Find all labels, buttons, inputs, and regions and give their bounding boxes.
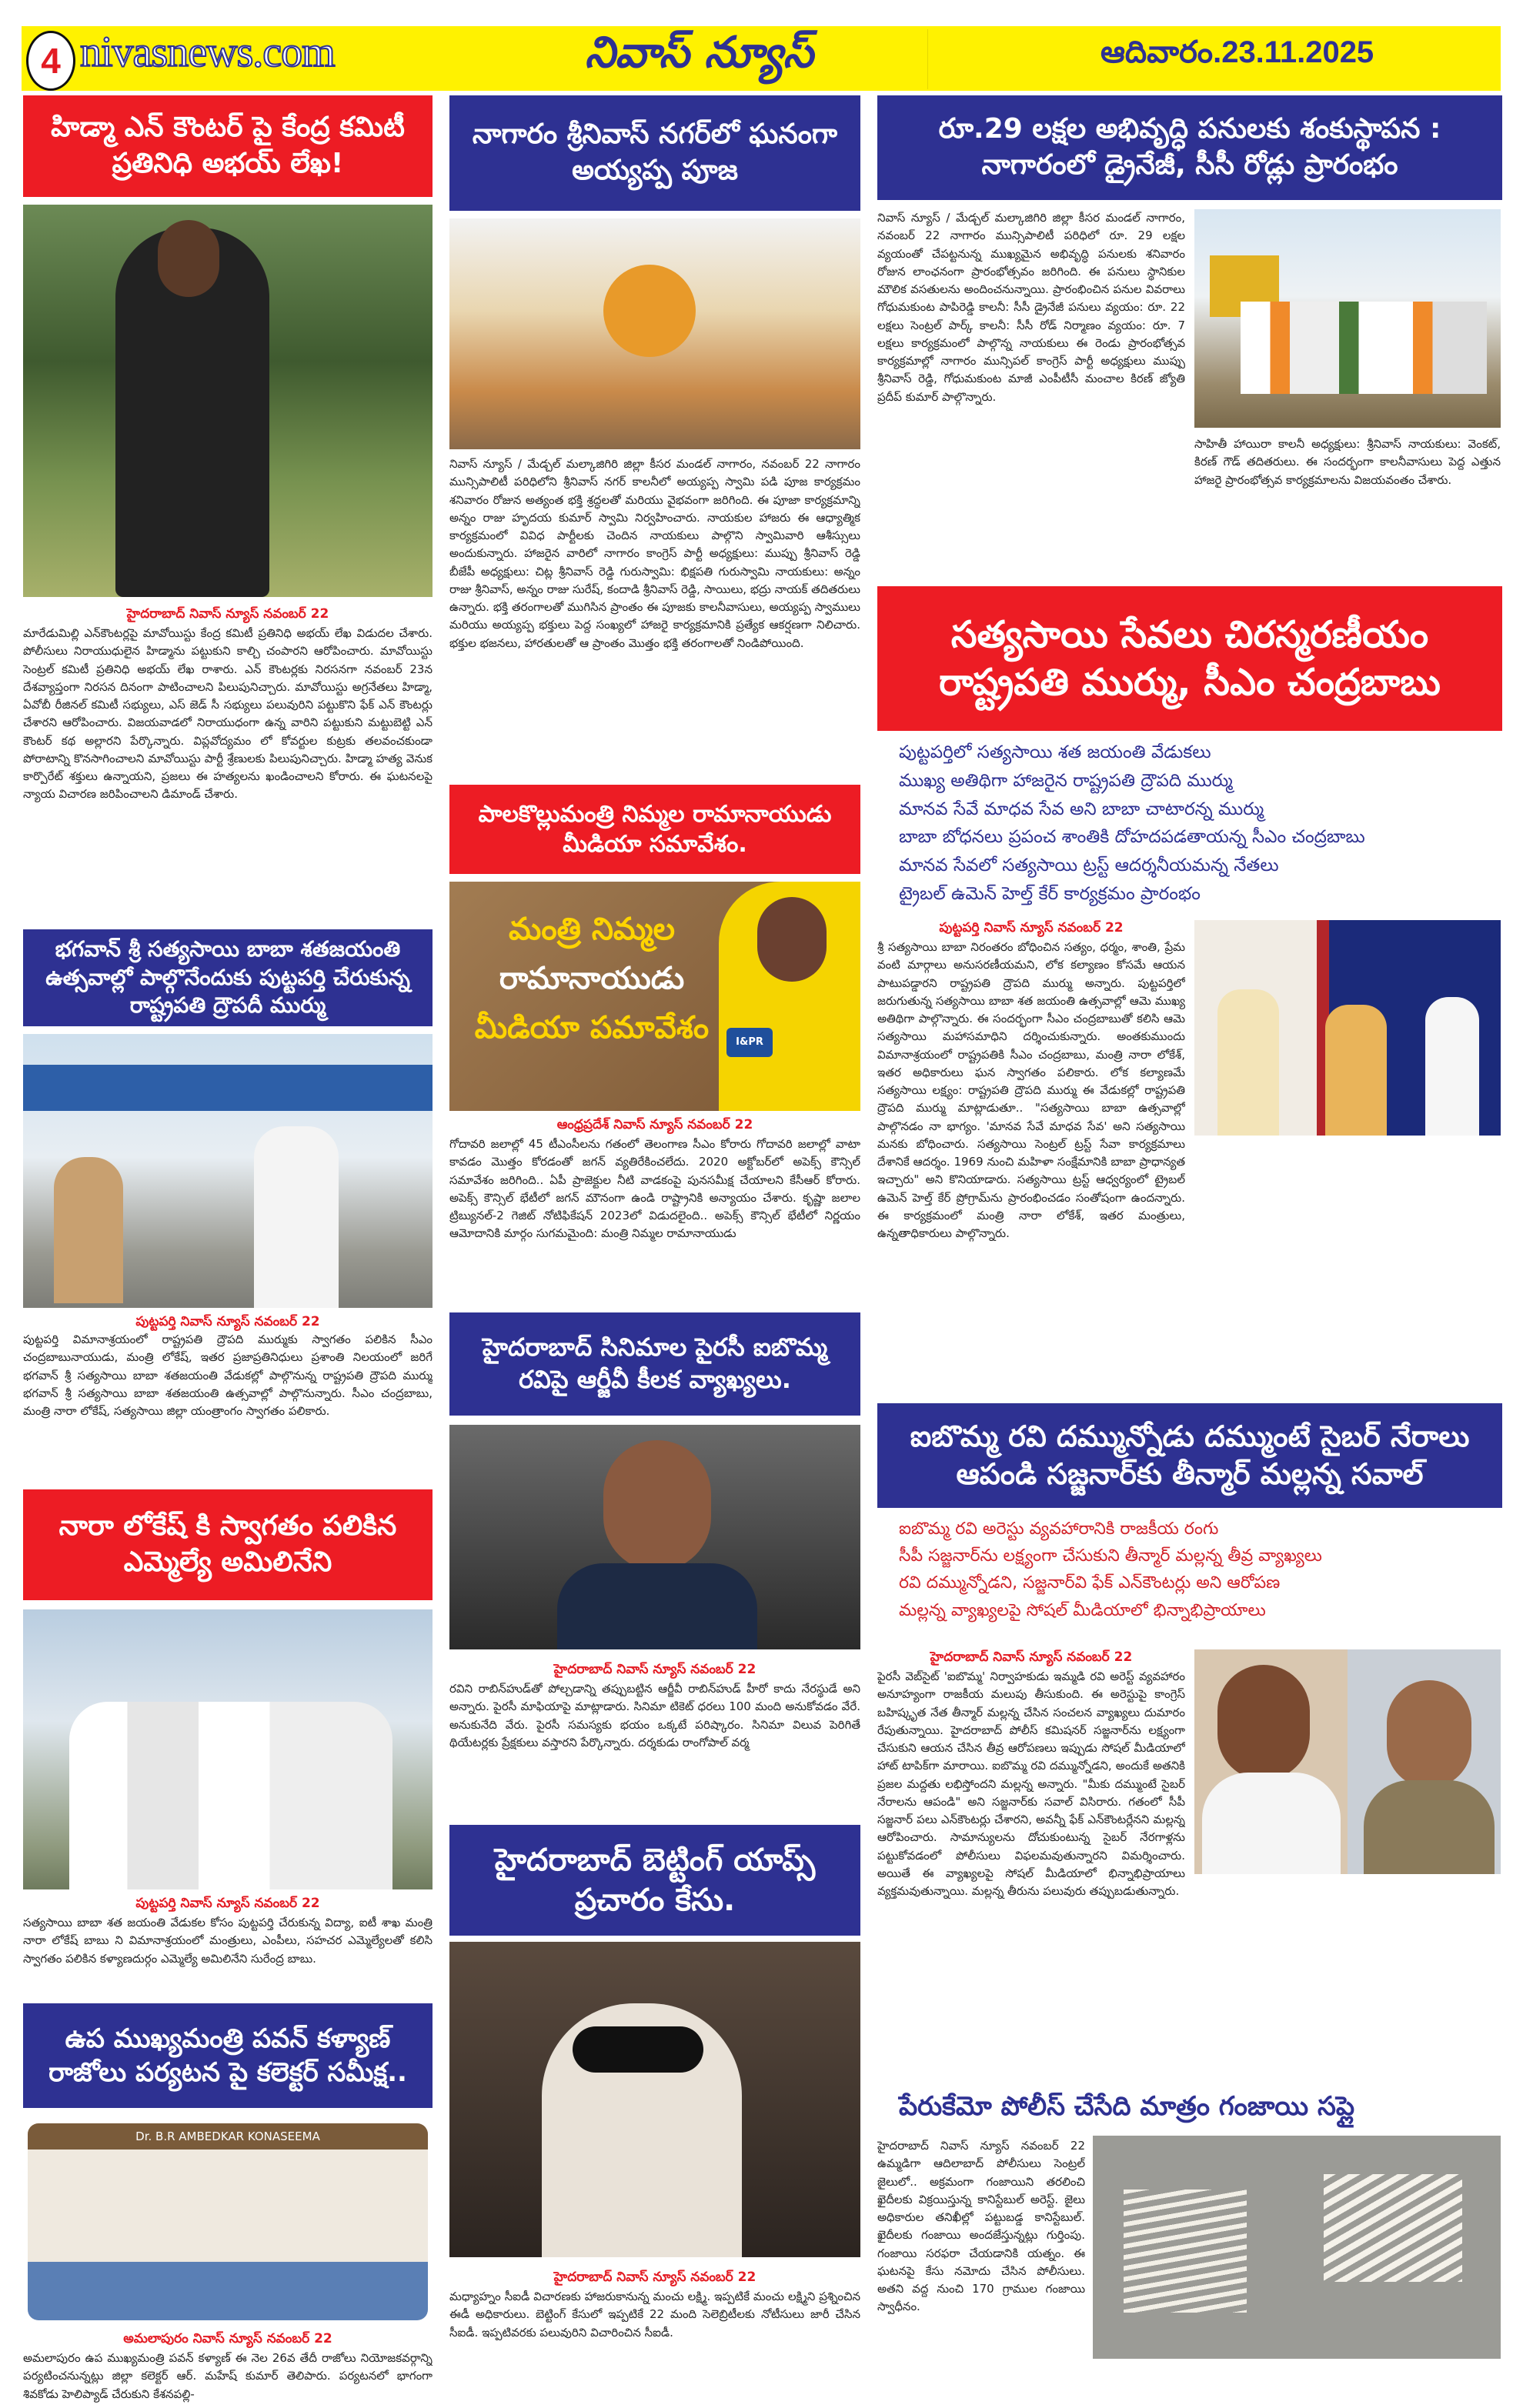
subheads-teenmar xyxy=(899,1516,1499,1624)
photo-president-arrival xyxy=(23,1034,433,1308)
photo-caption: సాహితీ హాయిరా కాలనీ అధ్యక్షులు: శ్రీనివాస్ నాయకులు: వెంకట్, కిరణ్ గౌడ్ తదితరులు. ఈ సందర్భంగా కాలనీవాసులు పెద్ద ఎత్తున హాజరై ప్రారంభోత్సవ కార్యక్రమాలను విజయవంతం చేశారు. xyxy=(1194,437,1501,487)
dateline: హైదరాబాద్ నివాస్ న్యూస్ నవంబర్ 22 xyxy=(553,1662,756,1677)
photo-nimmala xyxy=(449,882,860,1111)
page-number: 4 xyxy=(26,31,75,91)
photo-rgv xyxy=(449,1425,860,1649)
article-body: అమలాపురం ఉప ముఖ్యమంత్రి పవన్ కళ్యాణ్ ఈ నెల 26వ తేదీ రాజోలు నియోజకవర్గాన్ని పర్యటించనున్నట్లు జిల్లా కలెక్టర్ ఆర్. మహేష్ కుమార్ తెలిపారు. పర్యటనలో భాగంగా శివకోడు హెలిప్యాడ్ చేరుకుని కేశనపల్లి- xyxy=(23,2351,433,2401)
image-title-text: మంత్రి నిమ్మల రామానాయుడు మీడియా పమావేశం xyxy=(474,912,710,1046)
subhead: పుట్టపర్తిలో సత్యసాయి శత జయంతి వేడుకలు xyxy=(899,742,1211,762)
headline-rgv: హైదరాబాద్ సినిమాల పైరసీ ఐబొమ్మ రవిపై ఆర్జీవీ కీలక వ్యాఖ్యలు. xyxy=(449,1312,860,1416)
brand-logo: నివాస్ న్యూస్ xyxy=(585,28,813,78)
photo-sathyasai xyxy=(1194,920,1501,1136)
photo-pawan-review xyxy=(28,2123,428,2320)
photo-betting xyxy=(449,1942,860,2257)
photo-ganja-seized xyxy=(1093,2136,1501,2359)
headline-hidma: హిడ్మా ఎన్ కౌంటర్ పై కేంద్ర కమిటీ ప్రతినిధి అభయ్ లేఖ! xyxy=(23,95,433,197)
subheads-sathyasai xyxy=(899,739,1499,909)
dateline: పుట్టపర్తి నివాస్ న్యూస్ నవంబర్ 22 xyxy=(135,1314,320,1329)
photo-hidma xyxy=(23,205,433,597)
article-body: సత్యసాయి బాబా శత జయంతి వేడుకల కోసం పుట్టపర్తి చేరుకున్న విద్యా, ఐటీ శాఖ మంత్రి నారా లోకేష్ బాబు ని విమానాశ్రయంలో మంత్రులు, ఎంపీలు, సహచర ఎమ్మెల్యేలతో కలిసి స్వాగతం పలికిన కళ్యాణదుర్గం ఎమ్మెల్యే అమిలినేని సురేంద్ర బాబు. xyxy=(23,1916,433,1966)
article-body: నివాస్ న్యూస్ / మేడ్చల్ మల్కాజిగిరి జిల్లా కీసర మండల్ నాగారం, నవంబర్ 22 నాగారం మున్సిపాలిటీ పరిధిలో రూ. 29 లక్షల వ్యయంతో చేపట్టనున్న ముఖ్యమైన అభివృద్ధి పనులకు శనివారం రోజున లాంఛనంగా ప్రారంభోత్సవం జరిగింది. ఈ పనులు స్థానికుల మౌలిక వసతులను అందించనున్నాయి. ప్రారంభించిన పనుల వివరాలు గోధుమకుంట పాపిరెడ్డి కాలనీ: సీసీ డ్రైనేజీ పనులు వ్యయం: రూ. 22 లక్షలు సెంట్రల్ పార్క్ కాలనీ: సీసీ రోడ్ నిర్మాణం వ్యయం: రూ. 7 లక్షలు కార్యక్రమంలో పాల్గొన్న నాయకులు ఈ రెండు ప్రారంభోత్సవ కార్యక్రమాల్లో నాగారం మున్సిపల్ కాంగ్రెస్ పార్టీ అధ్యక్షులు ముప్పు శ్రీనివాస్ రెడ్డి, గోధుమకుంట మాజీ ఎంపీటీసీ మంచాల కిరణ్ జ్యోతి ప్రదీప్ కుమార్ పాల్గొన్నారు. xyxy=(877,211,1185,404)
dateline: పుట్టపర్తి నివాస్ న్యూస్ నవంబర్ 22 xyxy=(135,1896,320,1911)
banner-text: Dr. B.R AMBEDKAR KONASEEMA xyxy=(28,2123,428,2150)
article-body: గోదావరి జలాల్లో 45 టీఎంసీలను గతంలో తెలంగాణ సీఎం కోరారు గోదావరి జలాల్లో వాటా కావడం మొత్తం కోరడంతో జగన్ వ్యతిరేకించలేదు. 2020 అక్టోబర్‌లో అపెక్స్ కౌన్సిల్ సమావేశం జరిగింది.. ఏపీ ప్రాజెక్టుల నీటి వాడకంపై పునసమీక్ష చేయాలని కేసీఆర్ కోరారు. అపెక్స్ కౌన్సిల్ భేటీలో జగన్ మౌనంగా ఉండి రాష్ట్రానికి అన్యాయం చేశారు. కృష్ణా జలాల ట్రిబ్యునల్-2 గెజిట్ నోటిఫికేషన్ 2023లో విడుదలైంది.. అపెక్స్ కౌన్సిల్ భేటీలో నిర్ణయం ఆమోదానికి మార్గం సుగమమైంది: మంత్రి నిమ్మల రామానాయుడు xyxy=(449,1137,860,1241)
article-body: పుట్టపర్తి విమానాశ్రయంలో రాష్ట్రపతి ద్రౌపది ముర్ముకు స్వాగతం పలికిన సీఎం చంద్రబాబునాయుడు, మంత్రి లోకేష్, ఇతర ప్రజాప్రతినిధులు ప్రశాంతి నిలయంలో జరిగే భగవాన్ శ్రీ సత్యసాయి బాబా శతజయంతి వేడుకల్లో పాల్గొనున్న రాష్ట్రపతి ద్రౌపది ముర్ము భగవాన్ శ్రీ సత్యసాయి బాబా శతజయంతి ఉత్సవాల్లో పాల్గొనున్నారు. సీఎం చంద్రబాబు, మంత్రి నారా లోకేష్, సత్యసాయి జిల్లా యంత్రాంగం స్వాగతం పలికారు. xyxy=(23,1332,433,1418)
subhead: బాబా బోధనలు ప్రపంచ శాంతికి దోహదపడతాయన్న సీఎం చంద్రబాబు xyxy=(899,827,1365,848)
photo-lokesh xyxy=(23,1609,433,1889)
subhead: ఐబొమ్మ రవి అరెస్టు వ్యవహారానికి రాజకీయ రంగు xyxy=(899,1519,1219,1539)
dateline: ఆంధ్రప్రదేశ్ నివాస్ న్యూస్ నవంబర్ 22 xyxy=(556,1117,753,1132)
dateline: హైదరాబాద్ నివాస్ న్యూస్ నవంబర్ 22 xyxy=(930,1649,1133,1665)
dateline: హైదరాబాద్ నివాస్ న్యూస్ నవంబర్ 22 xyxy=(126,606,329,622)
subhead: మానవ సేవే మాధవ సేవ అని బాబా చాటారన్న ముర్ము xyxy=(899,799,1264,819)
headline-nimmala: పాలకొల్లుమంత్రి నిమ్మల రామానాయుడు మీడియా సమావేశం. xyxy=(449,785,860,874)
subhead: మల్లన్న వ్యాఖ్యలపై సోషల్ మీడియాలో భిన్నాభిప్రాయాలు xyxy=(899,1600,1266,1620)
subhead: సీపీ సజ్జనార్‌ను లక్ష్యంగా చేసుకుని తీన్మార్ మల్లన్న తీవ్ర వ్యాఖ్యలు xyxy=(899,1546,1322,1566)
headline-lokesh: నారా లోకేష్ కి స్వాగతం పలికిన ఎమ్మెల్యే అమిలినేని xyxy=(23,1489,433,1600)
photo-ayyappa-puja xyxy=(449,218,860,449)
photo-teenmar-sajjanar xyxy=(1194,1649,1501,1874)
subhead: రవి దమ్మున్నోడని, సజ్జనార్‌వి ఫేక్ ఎన్‌కౌంటర్లు అని ఆరోపణ xyxy=(899,1573,1281,1593)
article-body: పైరసీ వెబ్‌సైట్ 'ఐబొమ్మ' నిర్వాహకుడు ఇమ్మడి రవి అరెస్ట్ వ్యవహారం అనూహ్యంగా రాజకీయ మలుపు తీసుకుంది. ఈ అరెస్టుపై కాంగ్రెస్ బహిష్కృత నేత తీన్మార్ మల్లన్న చేసిన సంచలన వ్యాఖ్యలు దుమారం రేపుతున్నాయి. హైదరాబాద్ పోలీస్ కమిషనర్ సజ్జనార్‌ను లక్ష్యంగా చేసుకుని ఆయన చేసిన తీవ్ర ఆరోపణలు ఇప్పుడు సోషల్ మీడియాలో హాట్ టాపిక్‌గా మారాయి. ఐబొమ్మ రవి దమ్మున్నోడని, అందుకే అతనికి ప్రజల మద్దతు లభిస్తోందని మల్లన్న అన్నారు. "మీకు దమ్ముంటే సైబర్ నేరాలను ఆపండి" అని సజ్జనార్‌కు సవాల్ విసిరారు. గతంలో సీపీ సజ్జనార్ పలు ఎన్‌కౌంటర్లు చేశారని, అవన్నీ ఫేక్ ఎన్‌కౌంటర్లేనని మల్లన్న ఆరోపించారు. సామాన్యులను దోచుకుంటున్న సైబర్ నేరగాళ్లను పట్టుకోవడంలో పోలీసులు విఫలమవుతున్నారని విమర్శించారు. అయితే ఈ వ్యాఖ్యలపై సోషల్ మీడియాలో భిన్నాభిప్రాయాలు వ్యక్తమవుతున్నాయి. మల్లన్న తీరును పలువురు తప్పుబడుతున్నారు. xyxy=(877,1669,1185,1898)
issue-date: ఆదివారం.23.11.2025 xyxy=(1101,35,1374,69)
article-body-continued xyxy=(1194,1882,1501,2085)
headline-pawan: ఉప ముఖ్యమంత్రి పవన్ కళ్యాణ్ రాజోలు పర్యటన పై కలెక్టర్ సమీక్ష.. xyxy=(23,2003,433,2108)
article-body: హైదరాబాద్ నివాస్ న్యూస్ నవంబర్ 22 ఉమ్మడిగా ఆదిలాబాద్ పోలీసులు సెంట్రల్ జైలులో.. అక్రమంగా గంజాయిని తరలించి ఖైదీలకు విక్రయిస్తున్న కానిస్టేబుల్ అరెస్ట్. జైలు అధికారుల తనిఖీల్లో పట్టుబడ్డ కానిస్టేబుల్. ఖైదీలకు గంజాయి అందజేస్తున్నట్లు గుర్తింపు. గంజాయి సరఫరా చేయడానికి యత్నం. ఈ ఘటనపై కేసు నమోదు చేసిన పోలీసులు. అతని వద్ద నుంచి 170 గ్రాముల గంజాయి స్వాధీనం. xyxy=(877,2139,1085,2314)
dateline: పుట్టపర్తి నివాస్ న్యూస్ నవంబర్ 22 xyxy=(939,920,1124,936)
mic-label: I&PR xyxy=(726,1028,773,1057)
headline-ayyappa: నాగారం శ్రీనివాస్ నగర్‌లో ఘనంగా అయ్యప్ప పూజ xyxy=(449,95,860,211)
dateline: హైదరాబాద్ నివాస్ న్యూస్ నవంబర్ 22 xyxy=(553,2270,756,2285)
photo-nagaram xyxy=(1194,209,1501,428)
masthead-divider xyxy=(927,29,928,89)
article-body: నివాస్ న్యూస్ / మేడ్చల్ మల్కాజిగిరి జిల్లా కీసర మండల్ నాగారం, నవంబర్ 22 నాగారం మున్సిపాలిటీ పరిధిలోని శ్రీనివాస్ నగర్ కాలనీలో అయ్యప్ప స్వామి పడి పూజ కార్యక్రమం శనివారం రోజున అత్యంత భక్తి శ్రద్ధలతో మరియు వైభవంగా జరిగింది. ఈ పూజా కార్యక్రమాన్ని అన్నం రాజు హృదయ కుమార్ స్వామి నిర్వహించారు. నాయకుల హాజరు ఈ ఆధ్యాత్మిక కార్యక్రమంలో వివిధ పార్టీలకు చెందిన నాయకులు పాల్గొని స్వామివారి ఆశీస్సులు అందుకున్నారు. హాజరైన వారిలో నాగారం కాంగ్రెస్ పార్టీ అధ్యక్షులు: ముప్పు శ్రీనివాస్ రెడ్డి బీజేపీ అధ్యక్షులు: చిట్ల శ్రీనివాస్ రెడ్డి గురుస్వామి: భిక్షపతి గురుస్వామి నాయకులు: అన్నం రాజు శ్రీనివాస్, అన్నం రాజు సురేష్, కందాడి శ్రీనివాస్ రెడ్డి, సాయిలు, భద్రు నాయక్ తదితరులు ఉన్నారు. భక్తి తరంగాలతో ముగిసిన ప్రాంతం ఈ పూజకు కాలనీవాసులు, అయ్యప్ప స్వాములు మరియు అయ్యప్ప భక్తులు పెద్ద సంఖ్యలో హాజరై కార్యక్రమానికి ప్రత్యేక ఆకర్షణగా నిలిచారు. భక్తుల భజనలు, హారతులతో ఆ ప్రాంతం మొత్తం భక్తి తరంగాలతో నిండిపోయింది. xyxy=(449,457,860,650)
dateline: అమలాపురం నివాస్ న్యూస్ నవంబర్ 22 xyxy=(123,2331,332,2346)
subhead: ముఖ్య అతిథిగా హాజరైన రాష్ట్రపతి ద్రౌపది ముర్ము xyxy=(899,770,1233,791)
article-body: మారేడుమిల్లి ఎన్‌కౌంటర్లపై మావోయిస్టు కేంద్ర కమిటీ ప్రతినిధి అభయ్ లేఖ విడుదల చేశారు. పోలీసులు నిరాయుధులైన హిడ్మాను పట్టుకుని కాల్చి చంపారని ఆరోపించారు. మావోయిస్టు సెంట్రల్ కమిటీ ప్రతినిధి అభయ్ లేఖ రాశారు. ఎన్ కౌంటర్లకు నిరసనగా నవంబర్ 23న దేశవ్యాప్తంగా నిరసన దినంగా పాటించాలని పిలుపునిచ్చారు. మావోయిస్టు అగ్రనేతలు హిడ్మా, ఏవోబీ రీజినల్ కమిటీ సభ్యులు, ఎస్ జెడ్ సీ సభ్యులు పలువురిని పట్టుకొని ఫేక్ ఎన్ కౌంటర్లు చేశారని ఆరోపించారు. విజయవాడలో నిరాయుధంగా ఉన్న వారిని పట్టుకుని మట్టుబెట్టి ఎన్ కౌంటర్ కథ అల్లారని పేర్కొన్నారు. విప్లవోద్యమం లో కోవర్టుల కుట్రకు తలవంచకుండా పోరాటాన్ని కొనసాగించాలని మావోయిస్టు పార్టీ శ్రేణులకు పిలుపునిచ్చారు. హిడ్మా హత్య వెనుక కార్పొరేట్ శక్తులు ఉన్నాయని, ప్రజలు ఈ హత్యలను ఖండించాలని కోరారు. ఈ ఘటనలపై న్యాయ విచారణ జరిపించాలని డిమాండ్ చేశారు. xyxy=(23,626,433,802)
subhead: మానవ సేవలో సత్యసాయి ట్రస్ట్ ఆదర్శనీయమన్న నేతలు xyxy=(899,855,1279,876)
headline-ganja: పేరుకేమో పోలీస్ చేసేది మాత్రం గంజాయి సప్లై xyxy=(899,2091,1354,2122)
headline-president-arrival: భగవాన్ శ్రీ సత్యసాయి బాబా శతజయంతి ఉత్సవాల్లో పాల్గొనేందుకు పుట్టపర్తి చేరుకున్న రాష్ట్రపతి ద్రౌపదీ ముర్ము xyxy=(23,929,433,1026)
headline-nagaram: రూ.29 లక్షల అభివృద్ధి పనులకు శంకుస్థాపన : నాగారంలో డ్రైనేజీ, సీసీ రోడ్లు ప్రారంభం xyxy=(877,95,1502,200)
article-body: రవిని రాబిన్‌హుడ్‌తో పోల్చడాన్ని తప్పుబట్టిన ఆర్జీవీ రాబిన్‌హుడ్ హీరో కాదు నేరస్థుడే అని అన్నారు. పైరసీ మాఫియాపై మాట్లాడారు. సినిమా టికెట్ ధరలు 100 మంది అనుకోవడం వేరే. అనుకునేది వేరు. పైరసీ సమస్యకు భయం ఒక్కటే పరిష్కారం. సినిమా విలువ పెరిగితే థియేటర్లకు ప్రేక్షకులు వస్తారని పేర్కొన్నారు. దర్శకుడు రాంగోపాల్ వర్మ xyxy=(449,1682,860,1749)
subhead: ట్రైబల్ ఉమెన్ హెల్త్ కేర్ కార్యక్రమం ప్రారంభం xyxy=(899,883,1201,904)
article-body: శ్రీ సత్యసాయి బాబా నిరంతరం బోధించిన సత్యం, ధర్మం, శాంతి, ప్రేమ వంటి మార్గాలు అనుసరణీయమని, లోక కల్యాణం కోసమే ఆయన పాటుపడ్డారని రాష్ట్రపతి ద్రౌపది ముర్ము అన్నారు. పుట్టపర్తిలో జరుగుతున్న సత్యసాయి బాబా శత జయంతి ఉత్సవాల్లో ఆమె ముఖ్య అతిథిగా పాల్గొన్నారు. ఈ సందర్భంగా సీఎం చంద్రబాబుతో కలిసి ఆమె సత్యసాయి మహాసమాధిని దర్శించుకున్నారు. అంతకుముందు విమానాశ్రయంలో రాష్ట్రపతికి సీఎం చంద్రబాబు, మంత్రి నారా లోకేశ్, ఇతర అధికారులు ఘన స్వాగతం పలికారు. లోక కల్యాణమే సత్యసాయి లక్ష్యం: రాష్ట్రపతి ద్రౌపది ముర్ము ఈ వేడుకల్లో రాష్ట్రపతి ద్రౌపది ముర్ము మాట్లాడుతూ.. "సత్యసాయి బాబా ఉత్సవాల్లో పాల్గొనడం నా భాగ్యం. 'మానవ సేవే మాధవ సేవ' అని సత్యసాయి మనకు బోధించారు. సత్యసాయి సెంట్రల్ ట్రస్ట్ సేవా కార్యక్రమాలు దేశానికే ఆదర్శం. 1969 నుంచి మహిళా సంక్షేమానికి బాబా ప్రాధాన్యత ఇచ్చారు" అని కొనియాడారు. సత్యసాయి ట్రస్ట్ ఆధ్వర్యంలో ట్రైబల్ ఉమెన్ హెల్త్ కేర్ ప్రోగ్రామ్‌ను ప్రారంభించడం సంతోషంగా ఉందన్నారు. ఈ కార్యక్రమంలో మంత్రి నారా లోకేశ్, ఇతర మంత్రులు, ఉన్నతాధికారులు పాల్గొన్నారు. xyxy=(877,940,1185,1240)
article-body: మధ్యాహ్నం సీఐడీ విచారణకు హాజరుకానున్న మంచు లక్ష్మి. ఇప్పటికే మంచు లక్ష్మిని ప్రశ్నించిన ఈడీ అధికారులు. బెట్టింగ్ కేసులో ఇప్పటికే 22 మంది సెలెబ్రిటీలకు నోటీసులు జారీ చేసిన సీఐడీ. ఇప్పటివరకు పలువురిని విచారించిన సీఐడీ. xyxy=(449,2290,860,2340)
headline-betting: హైదరాబాద్ బెట్టింగ్ యాప్స్ ప్రచారం కేసు. xyxy=(449,1825,860,1936)
headline-sathyasai: సత్యసాయి సేవలు చిరస్మరణీయం రాష్ట్రపతి ముర్ము, సీఎం చంద్రబాబు xyxy=(877,586,1502,731)
headline-teenmar: ఐబొమ్మ రవి దమ్మున్నోడు దమ్ముంటే సైబర్ నేరాలు ఆపండి సజ్జనార్‌కు తీన్మార్ మల్లన్న సవాల్ xyxy=(877,1403,1502,1508)
site-name[interactable]: nivasnews.com xyxy=(80,28,335,76)
